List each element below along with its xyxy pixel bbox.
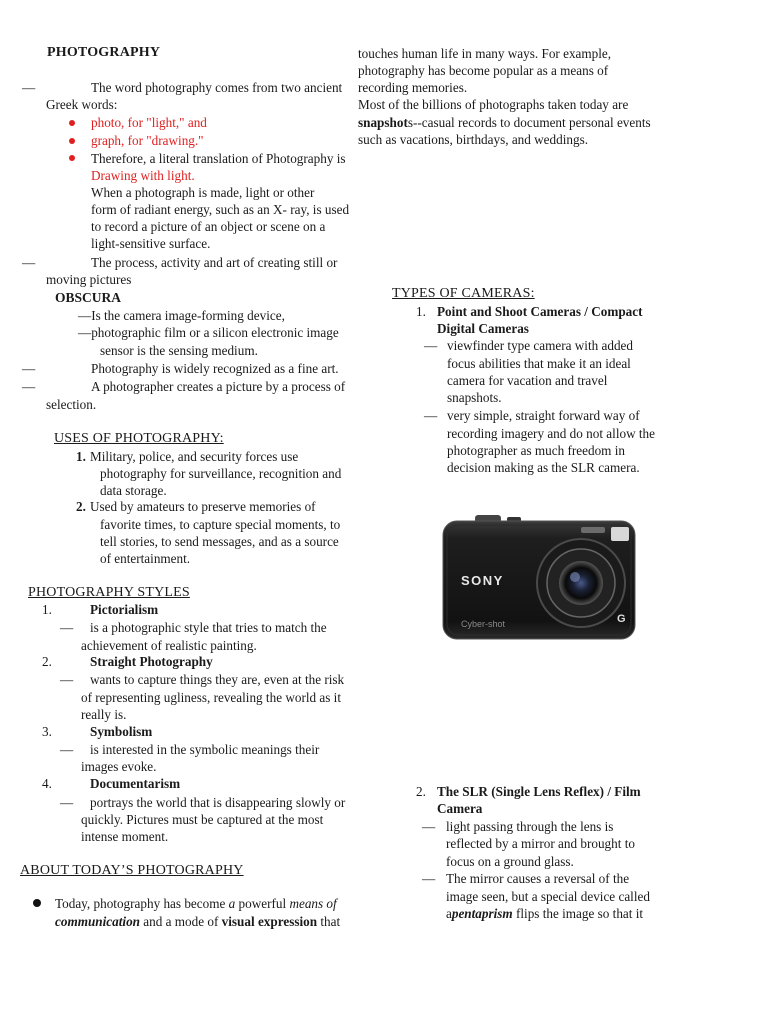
bullet-dot-icon [69,155,75,161]
bullet-dot-icon [69,120,75,126]
s3-line-2: images evoke. [81,759,157,774]
selection-line-2: selection. [46,397,97,412]
use2-line-3: tell stories, to send messages, and as a source [100,534,339,549]
intro-line-1: The word photography comes from two ancient [91,80,343,95]
bullet-photo: photo, for "light," and [91,115,207,130]
para-line-1: When a photograph is made, light or other [91,185,315,200]
dash-marker: — [22,379,36,394]
today-line-2 [55,913,340,931]
today-line-1 [55,895,337,913]
use1-line-2: photography for surveillance, recognition and [100,466,342,481]
today-text: communication [55,914,140,929]
t1-b-line-1: very simple, straight forward way of [447,408,640,423]
drawing-with-light: Drawing with light. [91,168,195,183]
use1-line-1: Military, police, and security forces use [90,449,299,464]
dash-marker: — [22,255,36,270]
dash-marker: — [424,338,438,353]
today-text: powerful [238,896,287,911]
type2-name-1: The SLR (Single Lens Reflex) / Film [437,784,641,799]
today-text: Today, photography has become [55,896,226,911]
use2-line-4: of entertainment. [100,551,191,566]
s4-line-3: intense moment. [81,829,169,844]
style-name-straight: Straight Photography [90,654,213,669]
type-number: 1. [416,304,426,319]
s4-line-1: portrays the world that is disappearing slowly or [90,795,346,810]
today-text: visual expression [221,914,318,929]
today-text: and a mode of [143,914,219,929]
dash-marker: — [60,795,74,810]
obscura-line-2: —photographic film or a silicon electronic image [78,325,339,340]
obscura-line-3: sensor is the sensing medium. [100,343,258,358]
right-top-line-5 [358,114,651,132]
t2-b-line-3 [446,905,643,923]
type-number: 2. [416,784,426,799]
use-number: 1. [76,449,86,464]
use1-line-3: data storage. [100,483,167,498]
svg-text:G: G [617,613,626,625]
fine-art-line: Photography is widely recognized as a fine art. [91,361,339,376]
right-top-line-2: photography has become popular as a means of [358,63,609,78]
types-heading: TYPES OF CAMERAS: [392,286,535,301]
s2-line-2: of representing ugliness, revealing the world as it [81,690,342,705]
s1-line-1: is a photographic style that tries to match the [90,620,327,635]
today-heading: ABOUT TODAY’S PHOTOGRAPHY [20,863,244,878]
style-number: 1. [42,602,52,617]
dash-marker: — [22,361,36,376]
t2-b-line-2: image seen, but a special device called [446,889,650,904]
s3-line-1: is interested in the symbolic meanings their [90,742,320,757]
page-title: PHOTOGRAPHY [47,45,161,60]
compact-camera-illustration [441,513,637,641]
style-name-pictorialism: Pictorialism [90,602,159,617]
use2-line-1: Used by amateurs to preserve memories of [90,499,316,514]
t1-b-line-4: decision making as the SLR camera. [447,460,640,475]
process-line-1: The process, activity and art of creating still or [91,255,338,270]
obscura-line-1: —Is the camera image-forming device, [78,308,285,323]
dash-marker: — [424,408,438,423]
right-top-line-3: recording memories. [358,80,468,95]
t1-a-line-1: viewfinder type camera with added [447,338,634,353]
today-text: means of [289,896,337,911]
s2-line-3: really is. [81,707,127,722]
pentaprism-word: pentaprism [451,906,513,921]
style-number: 3. [42,724,52,739]
style-number: 2. [42,654,52,669]
dash-marker: — [422,819,436,834]
style-number: 4. [42,776,52,791]
selection-line-1: A photographer creates a picture by a process of [91,379,346,394]
styles-heading: PHOTOGRAPHY STYLES [28,585,190,600]
bullet-dot-icon [33,899,41,907]
t2-b-line-1: The mirror causes a reversal of the [446,871,630,886]
para-line-3: to record a picture of an object or scene on a [91,219,326,234]
type1-name-2: Digital Cameras [437,321,529,336]
dash-marker: — [60,672,74,687]
s2-line-1: wants to capture things they are, even at the risk [90,672,345,687]
use-number: 2. [76,499,86,514]
t2-a-line-2: reflected by a mirror and brought to [446,836,635,851]
right-top-line-4: Most of the billions of photographs taken today are [358,97,629,112]
snapshot-word: snapshot [358,115,408,130]
use2-line-2: favorite times, to capture special moments, to [100,517,341,532]
s4-line-2: quickly. Pictures must be captured at the most [81,812,324,827]
t2-b-text: flips the image so that it [515,906,644,921]
style-name-documentarism: Documentarism [90,776,181,791]
t1-b-line-2: recording imagery and do not allow the [447,426,656,441]
t2-a-line-3: focus on a ground glass. [446,854,574,869]
intro-line-2: Greek words: [46,97,118,112]
t1-b-line-3: photographer as much freedom in [447,443,625,458]
t1-a-line-2: focus abilities that make it an ideal [447,356,631,371]
t2-a-line-1: light passing through the lens is [446,819,614,834]
type2-name-2: Camera [437,801,483,816]
dash-marker: — [22,80,36,95]
para-line-4: light-sensitive surface. [91,236,211,251]
dash-marker: — [60,742,74,757]
bullet-dot-icon [69,138,75,144]
today-text: that [320,914,341,929]
camera-model: Cyber-shot [461,619,506,629]
type1-name-1: Point and Shoot Cameras / Compact [437,304,643,319]
dash-marker: — [60,620,74,635]
right-top-line-1: touches human life in many ways. For example, [358,46,612,61]
t2-b-text: a [446,906,452,921]
snapshot-rest: s--casual records to document personal events [407,115,651,130]
style-name-symbolism: Symbolism [90,724,153,739]
today-text: a [228,896,236,911]
para-line-2: form of radiant energy, such as an X- ray, is used [91,202,350,217]
obscura-heading: OBSCURA [55,290,122,305]
s1-line-2: achievement of realistic painting. [81,638,257,653]
t1-a-line-3: camera for vacation and travel [447,373,608,388]
right-top-line-6: such as vacations, birthdays, and weddings. [358,132,589,147]
process-line-2: moving pictures [46,272,132,287]
dash-marker: — [422,871,436,886]
bullet-translation: Therefore, a literal translation of Photography is [91,151,346,166]
uses-heading: USES OF PHOTOGRAPHY: [54,431,224,446]
bullet-graph: graph, for "drawing." [91,133,204,148]
camera-photo [441,513,637,641]
camera-brand: SONY [461,573,504,588]
t1-a-line-4: snapshots. [447,390,502,405]
